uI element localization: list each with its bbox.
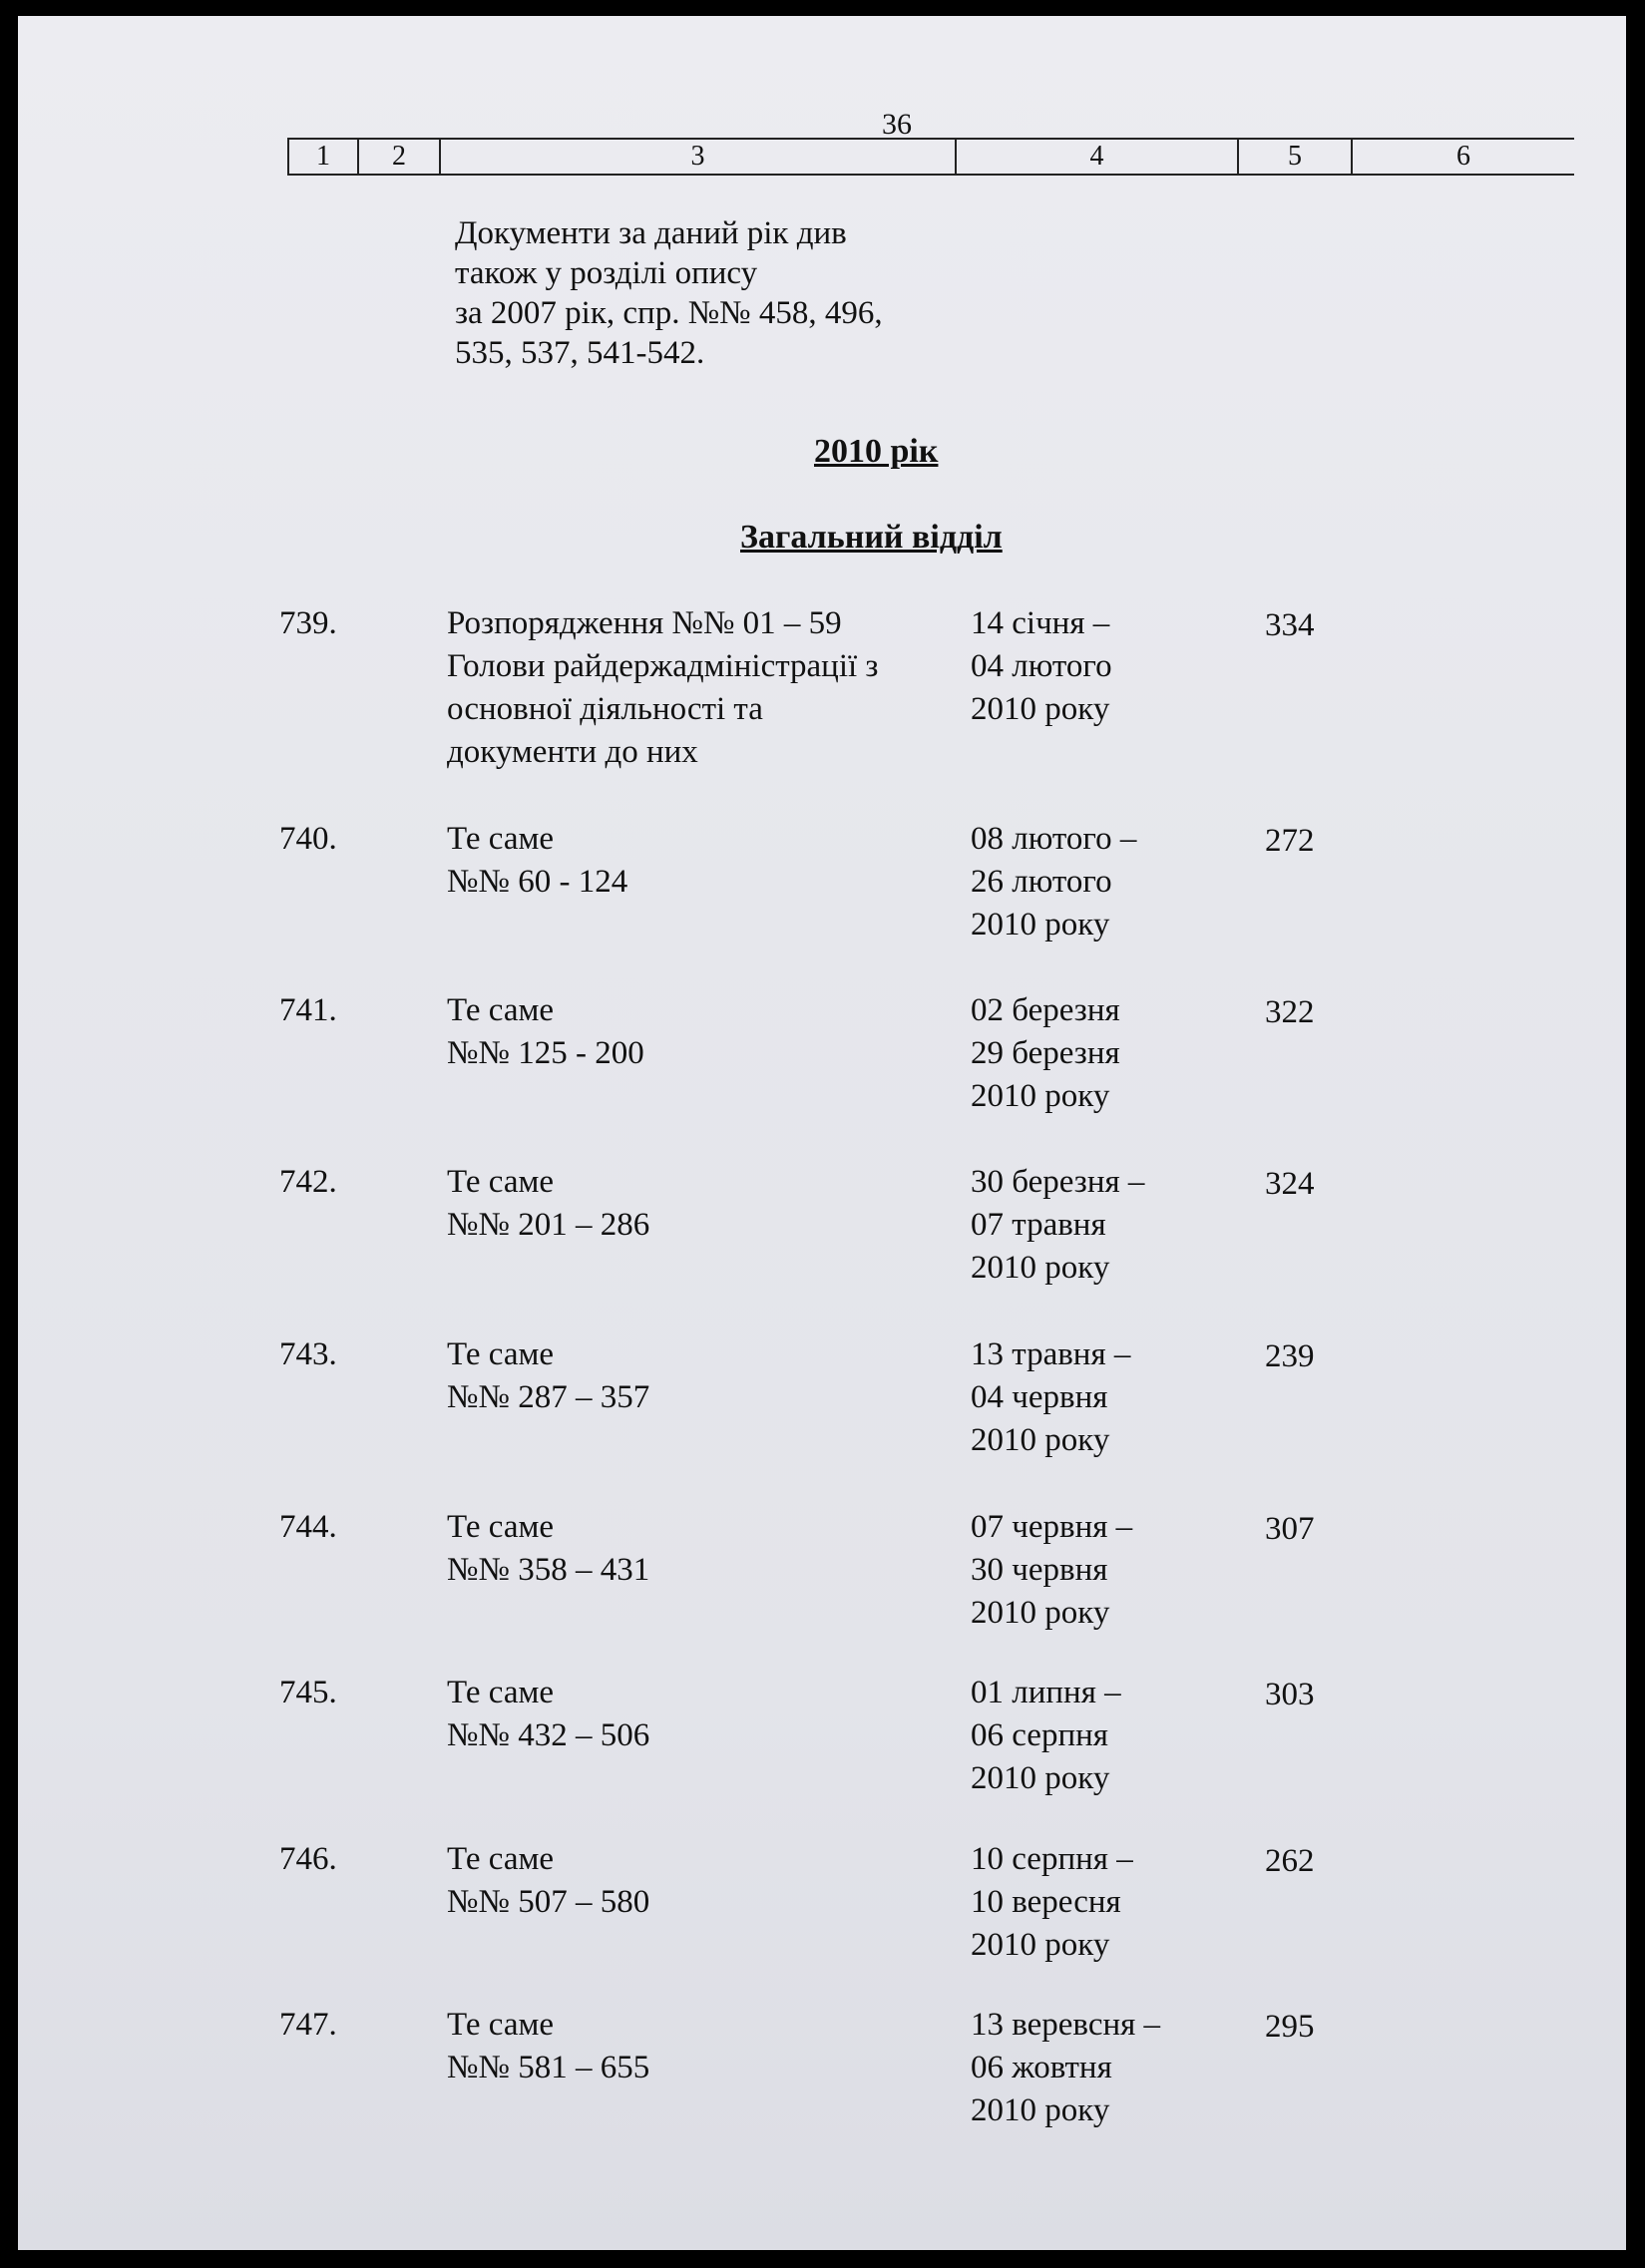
entry-title-line: №№ 432 – 506 [447,1717,650,1753]
entry-date-line: 04 лютого [971,648,1112,684]
entry-title-line: Те саме [447,1675,555,1710]
entry-date-line: 07 травня [971,1207,1106,1243]
entry-title-line: Те саме [447,1164,555,1200]
entry-date-line: 26 лютого [971,864,1112,900]
entry-title-line: основної діяльності та [447,691,763,727]
column-header-6: 6 [1456,141,1470,172]
entry-date-line: 2010 року [971,2092,1110,2128]
entry-sheet-count: 307 [1265,1511,1315,1547]
entry-sheet-count: 295 [1265,2009,1315,2045]
entry-title-line: Те саме [447,1841,555,1877]
entry-date-line: 10 серпня – [971,1841,1133,1877]
entry-dates [971,1838,1230,1967]
entry-date-line: 2010 року [971,907,1110,943]
entry-number: 742. [279,1164,337,1200]
entry-dates [971,602,1230,731]
entry-dates [971,1161,1230,1290]
entry-date-line: 02 березня [971,992,1120,1028]
entry-sheet-count: 303 [1265,1677,1315,1712]
entry-title-line: №№ 287 – 357 [447,1379,650,1415]
entry-title-line: Те саме [447,1509,555,1545]
section-heading: Загальний відділ [740,519,1003,556]
entry-sheet-count: 322 [1265,994,1315,1030]
column-header-row [287,138,1574,176]
entry-number: 746. [279,1841,337,1877]
entry-date-line: 2010 року [971,691,1110,727]
column-header-2: 2 [359,140,441,174]
note-line: Документи за даний рік див [455,215,847,251]
entry-title-line: документи до них [447,734,698,770]
entry-title-line: №№ 201 – 286 [447,1207,650,1243]
entry-title [447,2004,966,2089]
entry-number: 743. [279,1336,337,1372]
entry-date-line: 06 серпня [971,1717,1108,1753]
entry-title-line: Те саме [447,1336,555,1372]
entry-title-line: №№ 581 – 655 [447,2050,650,2085]
entry-date-line: 2010 року [971,1927,1110,1963]
column-header-5: 5 [1239,140,1353,174]
entry-date-line: 07 червня – [971,1509,1133,1545]
entry-dates [971,2004,1230,2132]
entry-title [447,1838,966,1924]
entry-number: 739. [279,605,337,641]
year-heading: 2010 рік [814,433,939,470]
entry-sheet-count: 324 [1265,1166,1315,1202]
entry-date-line: 08 лютого – [971,821,1137,857]
entry-date-line: 30 червня [971,1552,1108,1588]
entry-number: 740. [279,821,337,857]
column-header-4: 4 [957,140,1239,174]
entry-title [447,602,966,774]
entry-number: 744. [279,1509,337,1545]
entry-sheet-count: 239 [1265,1338,1315,1374]
entry-sheet-count: 262 [1265,1843,1315,1879]
cross-reference-note [455,213,1014,373]
entry-date-line: 13 веревсня – [971,2007,1161,2043]
entry-title-line: Розпорядження №№ 01 – 59 [447,605,842,641]
entry-date-line: 29 березня [971,1035,1120,1071]
entry-date-line: 10 вересня [971,1884,1121,1920]
entry-number: 741. [279,992,337,1028]
entry-title-line: Те саме [447,821,555,857]
entry-date-line: 2010 року [971,1078,1110,1114]
entry-title [447,1333,966,1419]
entry-dates [971,1672,1230,1800]
entry-dates [971,1333,1230,1462]
entry-title-line: №№ 60 - 124 [447,864,628,900]
entry-title-line: Голови райдержадміністрації з [447,648,879,684]
document-page [18,16,1626,2250]
entry-dates [971,818,1230,946]
entry-title [447,1161,966,1247]
entry-date-line: 2010 року [971,1760,1110,1796]
column-header-3: 3 [441,140,957,174]
entry-date-line: 13 травня – [971,1336,1131,1372]
entry-date-line: 01 липня – [971,1675,1121,1710]
entry-date-line: 06 жовтня [971,2050,1112,2085]
entry-number: 745. [279,1675,337,1710]
note-line: за 2007 рік, спр. №№ 458, 496, [455,295,883,331]
entry-title-line: Те саме [447,2007,555,2043]
entry-date-line: 30 березня – [971,1164,1145,1200]
entry-date-line: 2010 року [971,1422,1110,1458]
entry-dates [971,1506,1230,1635]
entry-dates [971,989,1230,1118]
entry-title [447,1506,966,1592]
entry-sheet-count: 334 [1265,607,1315,643]
entry-date-line: 04 червня [971,1379,1108,1415]
entry-title-line: Те саме [447,992,555,1028]
entry-date-line: 2010 року [971,1595,1110,1631]
entry-title [447,818,966,904]
entry-date-line: 2010 року [971,1250,1110,1286]
entry-sheet-count: 272 [1265,823,1315,859]
column-header-1: 1 [289,140,359,174]
page-number: 36 [882,108,912,141]
entry-date-line: 14 січня – [971,605,1110,641]
entry-title-line: №№ 125 - 200 [447,1035,644,1071]
note-line: 535, 537, 541-542. [455,335,705,371]
entry-number: 747. [279,2007,337,2043]
entry-title-line: №№ 358 – 431 [447,1552,650,1588]
entry-title [447,989,966,1075]
note-line: також у розділі опису [455,255,758,291]
entry-title-line: №№ 507 – 580 [447,1884,650,1920]
entry-title [447,1672,966,1757]
